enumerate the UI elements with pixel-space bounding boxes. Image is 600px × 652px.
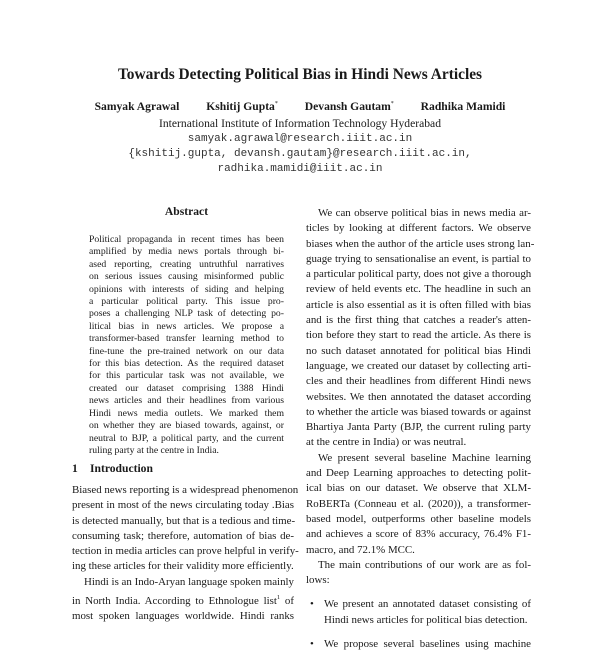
text-line: a particular political party. This issue pro- — [89, 296, 284, 308]
text-line: Biased news reporting is a widespread phenomenon — [72, 484, 299, 496]
text-line: at the centre in India) or was neutral. — [306, 436, 467, 449]
text-line: ased reporting, creating untruthful narratives — [89, 258, 284, 270]
text-line: article is also essential as it is often filled with bias — [306, 298, 531, 311]
text-line: lows: — [306, 574, 330, 587]
spacer — [306, 628, 531, 637]
text-line: Political propaganda in recent times has been — [89, 234, 284, 245]
text-line: a particular political party, does not give a thorough — [306, 268, 532, 281]
list-item: • We present an annotated dataset consisting of Hindi news articles for political bias detection. — [306, 597, 531, 628]
equal-contribution-mark: * — [390, 101, 394, 107]
text-line: websites. We then annotated the dataset according — [306, 390, 531, 403]
text-line: neutral to BJP, a political party, and the current — [89, 432, 284, 444]
text-line: We can observe political bias in news media ar- — [318, 207, 531, 219]
section-heading-introduction — [72, 462, 153, 475]
text-line: for this particular task was not available, we — [89, 370, 284, 382]
text-line: news articles and their headlines from various — [89, 395, 284, 407]
text-line: on serious issues causing misinformed public — [89, 271, 284, 283]
text-line: tion before they start to read the article. As there is — [306, 329, 531, 342]
author-email: {kshitij.gupta, devansh.gautam}@research.iiit.ac.in, — [128, 148, 472, 160]
text-line: consuming task; therefore, automation of bias de- — [72, 529, 294, 542]
author: Kshitij Gupta* — [206, 100, 278, 113]
contributions-list — [306, 597, 531, 652]
abstract-body — [89, 234, 284, 457]
section-number: 1 — [72, 462, 78, 475]
text-line: fine-tune the pre-trained network on our data — [89, 345, 284, 357]
text-line: The main contributions of our work are as fol- — [318, 558, 531, 571]
text-line: ical bias on our dataset. We observe that XLM- — [306, 482, 531, 495]
text-line: to whether the article was biased towards or against — [306, 405, 531, 418]
equal-contribution-mark: * — [274, 101, 278, 107]
list-item: • We propose several baselines using machine — [306, 637, 531, 652]
text-line: guage trying to sensationalise an event, is partial to — [306, 252, 531, 265]
author: Samyak Agrawal — [94, 100, 180, 113]
left-column-body — [72, 483, 299, 625]
text-line: no such dataset annotated for political bias Hindi — [306, 344, 531, 357]
text-line: ing these articles for their validity more efficiently. — [72, 560, 294, 573]
text-line: opinions with interests of siding and helping — [89, 283, 284, 295]
text-line: present in most of the news circulating today .Bias — [72, 499, 294, 512]
paper-title: Towards Detecting Political Bias in Hindi News Articles — [117, 66, 483, 83]
text-line: RoBERTa (Conneau et al. (2020)), a transformer- — [306, 497, 531, 510]
text-line: biases when the author of the article uses strong lan- — [306, 237, 535, 250]
text-line: Hindi is an Indo-Aryan language spoken mainly — [84, 575, 294, 588]
spacer — [306, 588, 531, 597]
text-line: transformer-based transfer learning method to — [89, 333, 284, 345]
text-line: ticles by looking at different factors. We observe — [306, 222, 531, 235]
affiliation: International Institute of Information Technology Hyderabad — [159, 117, 441, 130]
author-list — [0, 100, 600, 113]
text-line: most spoken languages worldwide. Hindi ranks — [72, 610, 294, 623]
text-line: on whether they are biased towards, against, or — [89, 420, 284, 432]
author-email: radhika.mamidi@iiit.ac.in — [217, 163, 383, 175]
text-line: Bhartiya Janta Party (BJP, the current ruling party — [306, 421, 531, 434]
text-line: review of held events etc. The headline in such an — [306, 283, 531, 296]
text-line: litical bias in news articles. We propose a — [89, 320, 284, 332]
text-line: ruling party at the centre in India. — [89, 444, 219, 456]
text-line: poses a challenging NLP task of detecting po- — [89, 308, 284, 320]
text-line: and Deep Learning approaches to detecting polit- — [306, 467, 531, 480]
author: Devansh Gautam* — [304, 100, 394, 113]
right-column-body — [306, 206, 535, 652]
text-line: tection in media articles can prove helpful in verify- — [72, 545, 299, 558]
text-line: We present several baseline Machine learning — [318, 451, 531, 464]
text-line: and achieves a score of 83% accuracy, 76.4% F1- — [306, 528, 531, 541]
text-line: amplified by media news portals through bi- — [89, 246, 284, 258]
text-line: based model, outperforms other baseline models — [306, 512, 531, 525]
section-title: Introduction — [90, 462, 153, 475]
text-line: in North India. According to Ethnologue list$^1$ of — [72, 594, 294, 608]
text-line: is detected manually, but that is a tedious and time- — [72, 514, 296, 527]
author: Radhika Mamidi — [420, 100, 506, 113]
text-line: language, we created our dataset by collecting arti- — [306, 359, 531, 372]
footnote-marker[interactable]: 1 — [276, 594, 281, 602]
text-line: and is the first thing that catches a reader's atten- — [306, 314, 531, 327]
text-line: cles and their headlines from different Hindi news — [306, 375, 531, 388]
abstract-heading: Abstract — [164, 205, 209, 218]
text-line: for this bias detection. As the required dataset — [89, 358, 284, 370]
text-line: Hindi news media outlets. We marked them — [89, 407, 284, 419]
author-email: samyak.agrawal@research.iiit.ac.in — [187, 133, 413, 145]
text-line: created our dataset comprising 1388 Hindi — [89, 382, 284, 394]
text-line: macro, and 72.1% MCC. — [306, 543, 415, 556]
